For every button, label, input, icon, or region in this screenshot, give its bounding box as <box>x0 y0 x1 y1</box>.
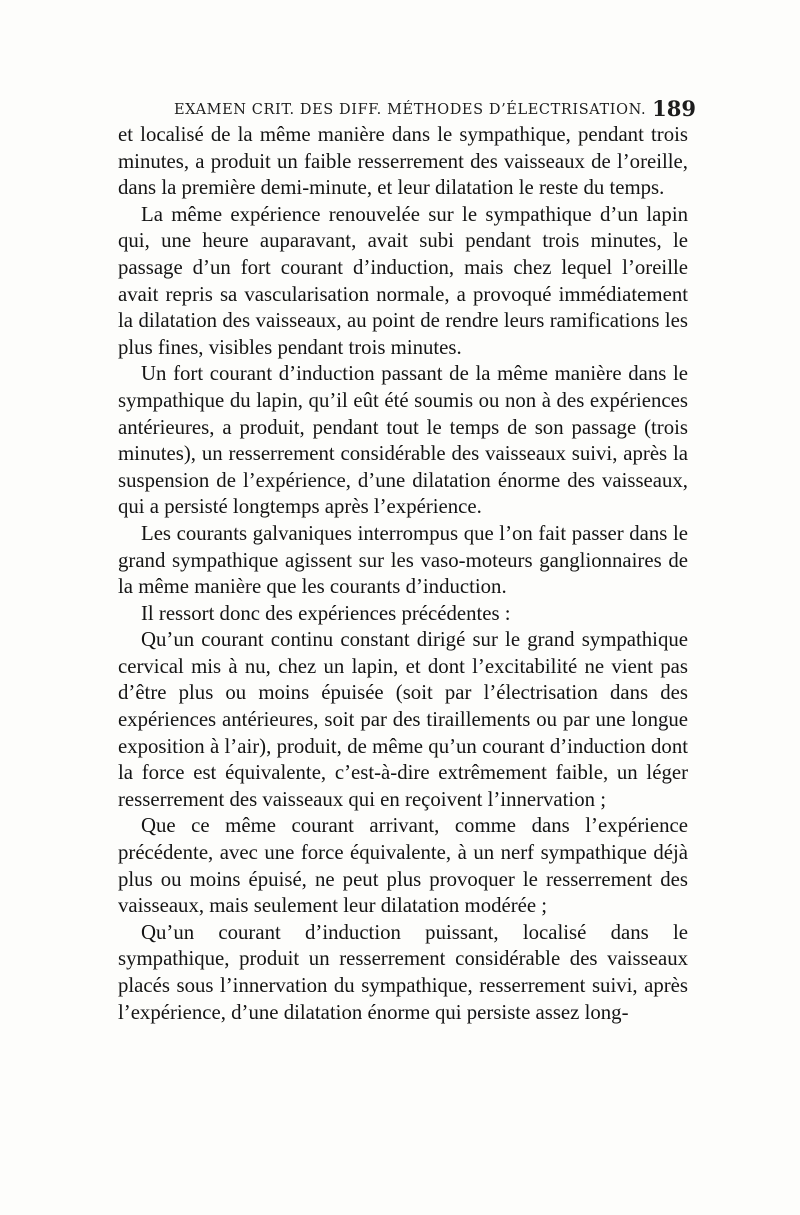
page-header <box>118 96 704 124</box>
paragraph: Les courants galvaniques interrompus que l’on fait passer dans le grand sympathique agissent sur les vaso-moteurs ganglionnaires de la même manière que les courants d’induction. <box>118 521 688 599</box>
running-head: EXAMEN CRIT. DES DIFF. MÉTHODES D’ÉLECTRISATION. <box>174 102 647 118</box>
paragraph: Qu’un courant d’induction puissant, localisé dans le sympathique, produit un resserrement considérable des vaisseaux placés sous l’innervation du sympathique, resserrement suivi, après l’expérience, d’une dilatation énorme qui persiste assez long- <box>118 920 688 1024</box>
paragraph: Qu’un courant continu constant dirigé sur le grand sympathique cervical mis à nu, chez un lapin, et dont l’excitabilité ne vient pas d’être plus ou moins épuisée (soit par l’électrisation dans des expériences antérieures, soit par des tiraillements ou par une longue exposition à l’air), produit, de même qu’un courant d’induction dont la force est équivalente, c’est-à-dire extrêmement faible, un léger resserrement des vaisseaux qui en reçoivent l’innervation ; <box>118 628 688 811</box>
page-number: 189 <box>652 96 696 121</box>
paragraph-continued: et localisé de la même manière dans le sympathique, pendant trois minutes, a produit un faible resserrement des vaisseaux de l’oreille, dans la première demi-minute, et leur dilatation le reste du temps. <box>118 123 688 200</box>
paragraph: Que ce même courant arrivant, comme dans l’expérience précédente, avec une force équivalente, à un nerf sympathique déjà plus ou moins épuisé, ne peut plus provoquer le resserrement des vaisseaux, mais seulement leur dilatation modérée ; <box>118 814 688 918</box>
paragraph: La même expérience renouvelée sur le sympathique d’un lapin qui, une heure auparavant, avait subi pendant trois minutes, le passage d’un fort courant d’induction, mais chez lequel l’oreille avait repris sa vascularisation normale, a provoqué immédiatement la dilatation des vaisseaux, au point de rendre leurs ramifications les plus fines, visibles pendant trois minutes. <box>118 202 688 359</box>
paragraph: Un fort courant d’induction passant de la même manière dans le sympathique du lapin, qu’il eût été soumis ou non à des expériences antérieures, a produit, pendant tout le temps de son passage (trois minutes), un resserrement considérable des vaisseaux suivi, après la suspension de l’expérience, d’une dilatation énorme des vaisseaux, qui a persisté longtemps après l’expérience. <box>118 362 688 519</box>
body-text <box>118 122 688 1026</box>
paragraph: Il ressort donc des expériences précédentes : <box>141 601 511 625</box>
